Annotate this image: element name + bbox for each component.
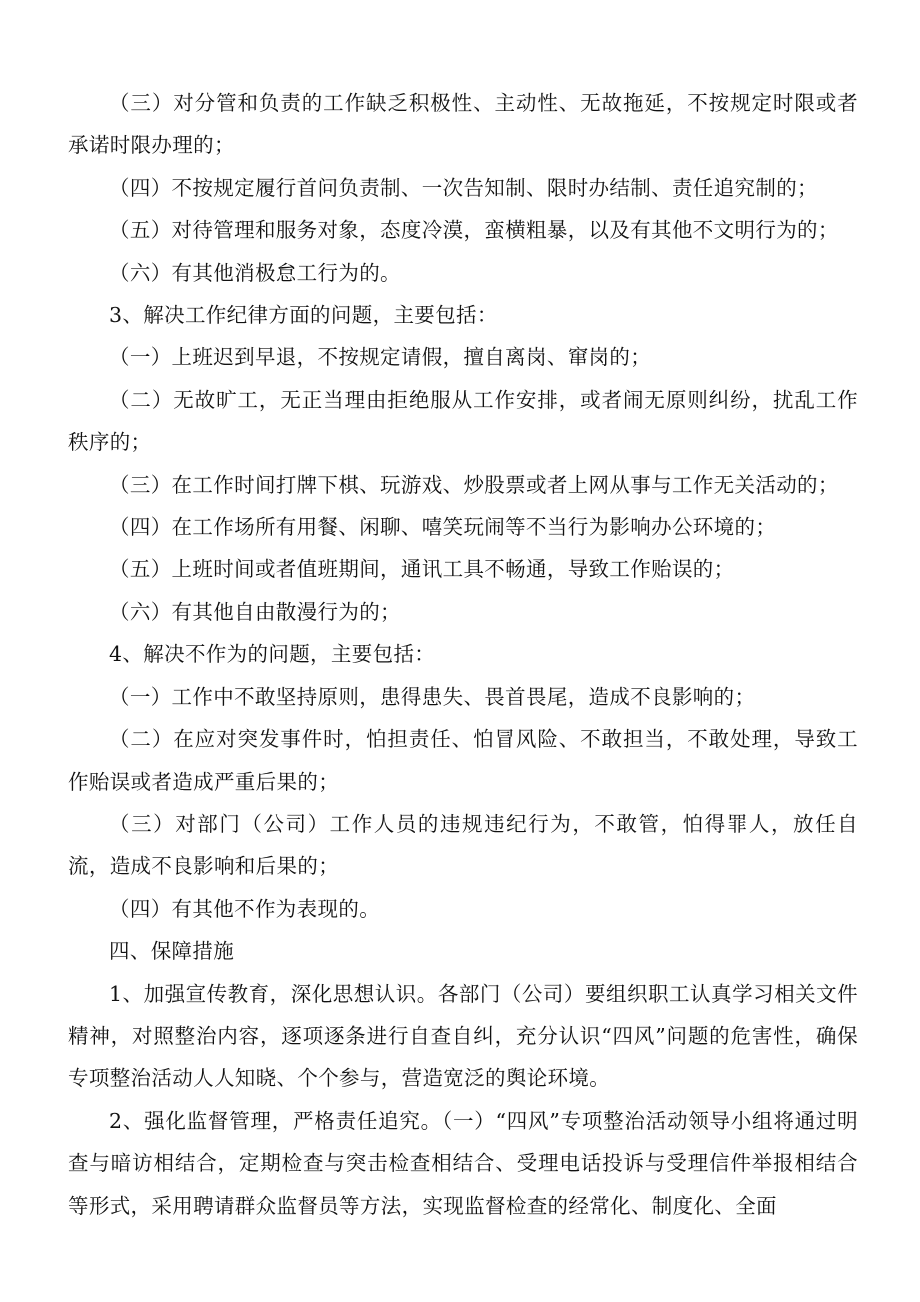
section-heading-inaction: 4、解决不作为的问题，主要包括： (109, 642, 436, 667)
paragraph-inaction-1: （一）工作中不敢坚持原则，患得患失、畏首畏尾，造成不良影响的； (109, 684, 756, 709)
paragraph-item-6-passive-work: （六）有其他消极怠工行为的。 (109, 260, 401, 285)
paragraph-item-3-overdue: （三）对分管和负责的工作缺乏积极性、主动性、无故拖延，不按规定时限或者承诺时限办理的； (68, 91, 858, 158)
paragraph-discipline-4: （四）在工作场所有用餐、闲聊、嘻笑玩闹等不当行为影响办公环境的； (109, 515, 777, 540)
paragraph-discipline-6: （六）有其他自由散漫行为的； (109, 599, 401, 624)
paragraph-safeguard-1: 1、加强宣传教育，深化思想认识。各部门（公司）要组织职工认真学习相关文件精神，对照整治内容，逐项逐条进行自查自纠，充分认识“四风”问题的危害性，确保专项整治活动人人知晓、个个参与，营造宽泛的舆论环境。 (68, 981, 858, 1091)
section-heading-work-discipline: 3、解决工作纪律方面的问题，主要包括： (109, 303, 498, 328)
paragraph-item-4-responsibility-systems: （四）不按规定履行首问负责制、一次告知制、限时办结制、责任追究制的； (109, 175, 818, 200)
paragraph-item-5-service-attitude: （五）对待管理和服务对象，态度冷漠，蛮横粗暴，以及有其他不文明行为的； (109, 218, 839, 243)
paragraph-discipline-3: （三）在工作时间打牌下棋、玩游戏、炒股票或者上网从事与工作无关活动的； (109, 472, 839, 497)
paragraph-inaction-4: （四）有其他不作为表现的。 (109, 896, 381, 921)
document-body (68, 82, 858, 1227)
paragraph-discipline-5: （五）上班时间或者值班期间，通讯工具不畅通，导致工作贻误的； (109, 557, 735, 582)
paragraph-inaction-2: （二）在应对突发事件时，怕担责任、怕冒风险、不敢担当，不敢处理，导致工作贻误或者造成严重后果的； (68, 727, 858, 794)
paragraph-discipline-2: （二）无故旷工，无正当理由拒绝服从工作安排，或者闹无原则纠纷，扰乱工作秩序的； (68, 387, 858, 455)
paragraph-safeguard-2: 2、强化监督管理，严格责任追究。（一）“四风”专项整治活动领导小组将通过明查与暗访相结合，定期检查与突击检查相结合、受理电话投诉与受理信件举报相结合等形式，采用聘请群众监督员等方法，实现监督检查的经常化、制度化、全面 (68, 1108, 858, 1218)
paragraph-inaction-3: （三）对部门（公司）工作人员的违规违纪行为，不敢管，怕得罪人，放任自流，造成不良影响和后果的； (68, 811, 858, 879)
paragraph-discipline-1: （一）上班迟到早退，不按规定请假，擅自离岗、窜岗的； (109, 345, 652, 370)
chapter-heading-safeguards: 四、保障措施 (109, 939, 235, 964)
